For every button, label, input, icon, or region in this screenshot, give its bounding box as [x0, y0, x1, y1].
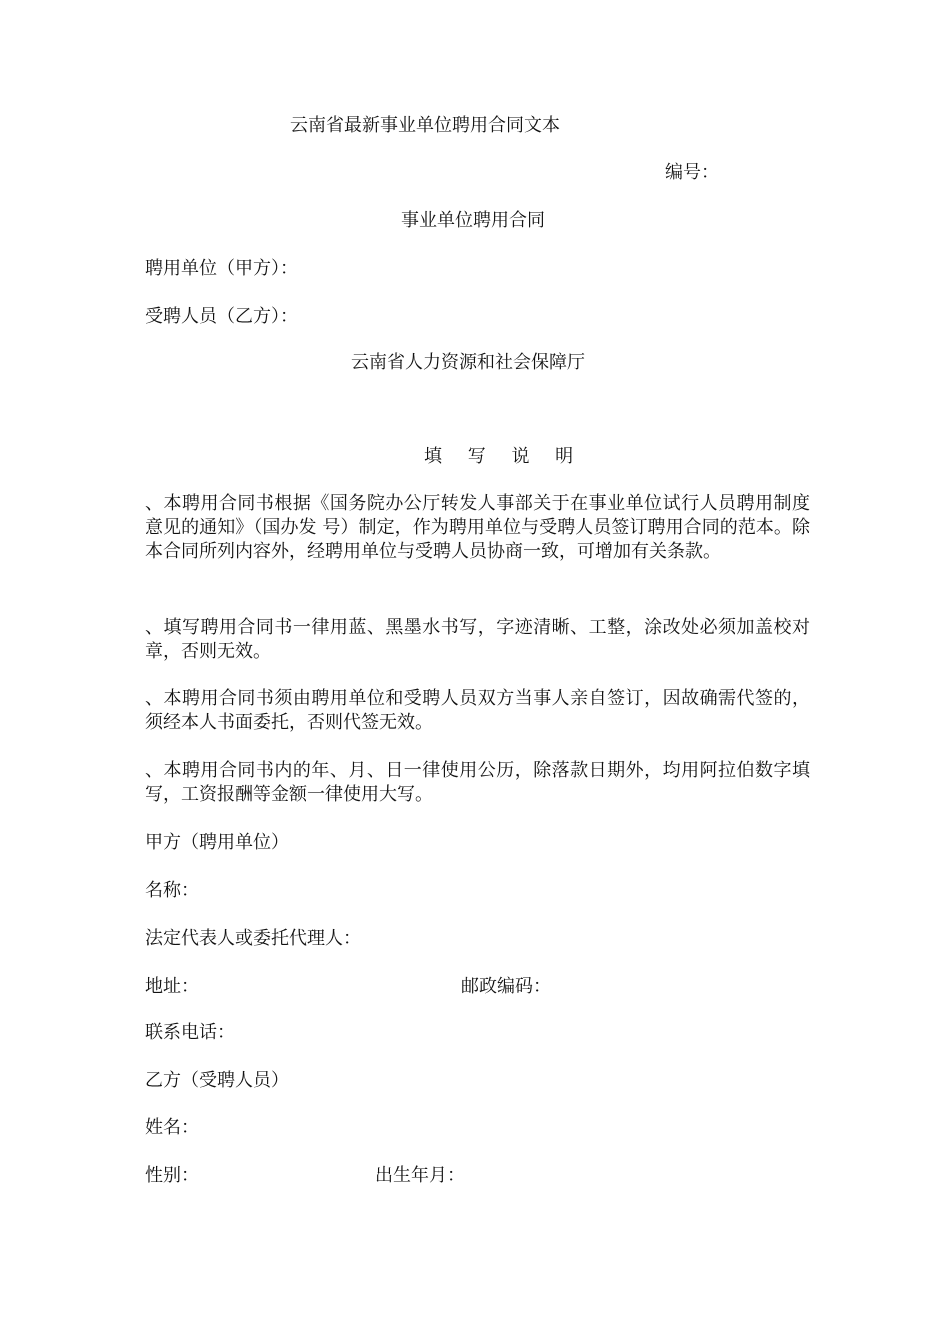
issuer-name: 云南省人力资源和社会保障厅 [351, 352, 585, 373]
party-a-heading: 甲方（聘用单位） [145, 832, 289, 853]
employee-label: 受聘人员（乙方）： [145, 306, 298, 327]
party-b-name-label: 姓名： [145, 1117, 199, 1138]
contract-number-label: 编号： [665, 162, 719, 183]
instruction-text: 、本聘用合同书内的年、月、日一律使用公历，除落款日期外，均用阿拉伯数字填写，工资报酬等金额一律使用大写。 [145, 760, 810, 805]
instruction-text: 、填写聘用合同书一律用蓝、黑墨水书写，字迹清晰、工整，涂改处必须加盖校对章，否则无效。 [145, 617, 810, 662]
party-b-heading: 乙方（受聘人员） [145, 1070, 289, 1091]
party-a-phone-label: 联系电话： [145, 1022, 235, 1043]
instructions-title: 填 写 说 明 [424, 446, 584, 467]
instruction-item-4 [145, 759, 810, 807]
instruction-text: 、本聘用合同书须由聘用单位和受聘人员双方当事人亲自签订，因故确需代签的，须经本人书面委托，否则代签无效。 [145, 688, 810, 733]
instruction-item-1 [145, 492, 810, 564]
party-b-gender-label: 性别： [145, 1165, 199, 1186]
contract-title: 事业单位聘用合同 [401, 210, 545, 231]
party-a-postcode-label: 邮政编码： [461, 976, 551, 997]
party-b-birth-label: 出生年月： [375, 1165, 465, 1186]
instruction-text: 、本聘用合同书根据《国务院办公厅转发人事部关于在事业单位试行人员聘用制度意见的通知》（国办发 号）制定，作为聘用单位与受聘人员签订聘用合同的范本。除本合同所列内容外，经聘用单位与受聘人员协商一致，可增加有关条款。 [145, 493, 810, 562]
party-a-name-label: 名称： [145, 880, 199, 901]
main-title: 云南省最新事业单位聘用合同文本 [290, 115, 560, 136]
party-a-address-label: 地址： [145, 976, 199, 997]
party-a-representative-label: 法定代表人或委托代理人： [145, 928, 361, 949]
employer-label: 聘用单位（甲方）： [145, 258, 298, 279]
instruction-item-3 [145, 687, 810, 735]
instruction-item-2 [145, 616, 810, 664]
